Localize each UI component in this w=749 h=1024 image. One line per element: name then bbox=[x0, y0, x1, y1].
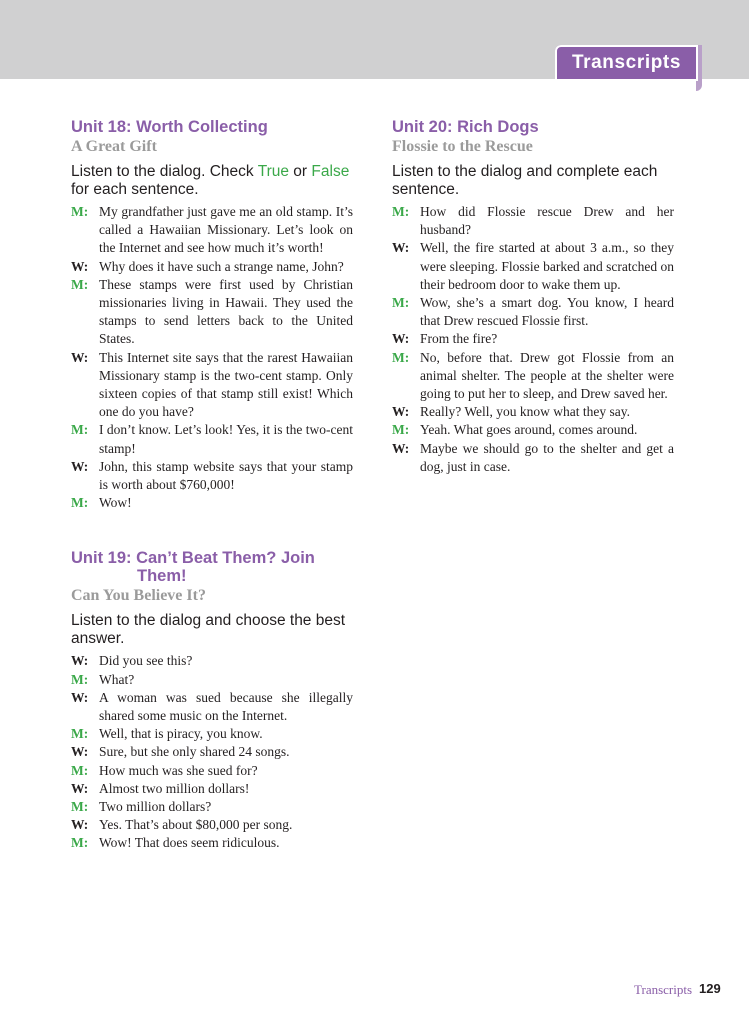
speaker-label: W: bbox=[71, 458, 89, 474]
unit-19-dialog bbox=[71, 652, 353, 852]
title-line: Unit 19: Can’t Beat Them? Join bbox=[71, 549, 315, 568]
page-number: 129 bbox=[699, 981, 721, 996]
dialog-text: This Internet site says that the rarest Hawaiian Missionary stamp is the two-cent stamp. Only sixteen copies of that stamp still exist! Which one do you have? bbox=[99, 349, 353, 420]
dialog-line bbox=[71, 834, 353, 852]
dialog-text: How did Flossie rescue Drew and her husband? bbox=[420, 204, 674, 238]
unit-20-instruction: Listen to the dialog and complete each sentence. bbox=[392, 163, 658, 198]
dialog-line bbox=[392, 349, 674, 404]
dialog-line bbox=[392, 403, 674, 421]
instruction-text: Listen to the dialog. Check bbox=[71, 163, 258, 180]
speaker-label: W: bbox=[392, 331, 410, 347]
speaker-label: M: bbox=[71, 276, 89, 292]
speaker-label: M: bbox=[71, 495, 89, 511]
dialog-line bbox=[71, 798, 353, 816]
dialog-line bbox=[71, 762, 353, 780]
unit-19-subtitle: Can You Believe It? bbox=[71, 587, 206, 605]
dialog-line bbox=[71, 725, 353, 743]
dialog-line bbox=[71, 671, 353, 689]
dialog-text: A woman was sued because she illegally shared some music on the Internet. bbox=[99, 689, 353, 724]
dialog-text: Almost two million dollars! bbox=[99, 780, 250, 796]
dialog-line bbox=[71, 780, 353, 798]
dialog-line bbox=[71, 203, 353, 258]
dialog-line bbox=[392, 294, 674, 330]
unit-19-title bbox=[71, 549, 353, 585]
dialog-text: Sure, but she only shared 24 songs. bbox=[99, 744, 290, 760]
unit-18-instruction bbox=[71, 163, 353, 199]
speaker-label: W: bbox=[71, 780, 89, 796]
right-column bbox=[392, 118, 674, 476]
dialog-text: Wow, she’s a smart dog. You know, I heard that Drew rescued Flossie first. bbox=[420, 295, 674, 329]
dialog-line bbox=[71, 421, 353, 457]
dialog-text: Did you see this? bbox=[99, 653, 193, 669]
dialog-line bbox=[71, 458, 353, 494]
speaker-label: W: bbox=[71, 258, 89, 274]
speaker-label: W: bbox=[71, 744, 89, 760]
speaker-label: M: bbox=[392, 204, 410, 219]
speaker-label: W: bbox=[71, 689, 89, 705]
left-column bbox=[71, 118, 353, 853]
dialog-text: How much was she sued for? bbox=[99, 762, 258, 778]
instruction-text: or bbox=[289, 163, 312, 180]
dialog-text: What? bbox=[99, 671, 135, 687]
unit-18-section bbox=[71, 118, 353, 512]
transcripts-tab-label: Transcripts bbox=[571, 52, 682, 73]
dialog-text: Really? Well, you know what they say. bbox=[420, 404, 630, 420]
dialog-text: Well, that is piracy, you know. bbox=[99, 726, 263, 742]
speaker-label: M: bbox=[71, 422, 89, 438]
dialog-text: Well, the fire started at about 3 a.m., so they were sleeping. Flossie barked and scratched on their bedroom door to wake them up. bbox=[420, 240, 674, 292]
dialog-line bbox=[71, 349, 353, 422]
speaker-label: M: bbox=[71, 835, 89, 851]
dialog-text: Two million dollars? bbox=[99, 799, 212, 815]
speaker-label: M: bbox=[392, 422, 410, 438]
speaker-label: W: bbox=[71, 817, 89, 833]
unit-20-subtitle: Flossie to the Rescue bbox=[392, 138, 533, 155]
speaker-label: M: bbox=[392, 295, 410, 311]
dialog-line bbox=[392, 239, 674, 294]
instruction-false-word: False bbox=[311, 163, 350, 180]
unit-20-dialog bbox=[392, 203, 674, 476]
dialog-text: I don’t know. Let’s look! Yes, it is the two-cent stamp! bbox=[99, 422, 353, 456]
unit-19-instruction: Listen to the dialog and choose the best answer. bbox=[71, 612, 346, 648]
dialog-text: These stamps were first used by Christian missionaries living in Hawaii. They used the stamps to send letters back to the United States. bbox=[99, 276, 353, 347]
dialog-line bbox=[71, 494, 353, 512]
unit-18-title: Unit 18: Worth Collecting bbox=[71, 118, 268, 136]
dialog-text: Yes. That’s about $80,000 per song. bbox=[99, 817, 293, 833]
dialog-text: From the fire? bbox=[420, 331, 498, 347]
speaker-label: W: bbox=[392, 404, 410, 420]
dialog-line bbox=[71, 652, 353, 670]
dialog-line bbox=[392, 330, 674, 348]
dialog-line bbox=[392, 440, 674, 476]
dialog-text: Maybe we should go to the shelter and get a dog, just in case. bbox=[420, 440, 674, 474]
unit-20-section bbox=[392, 118, 674, 476]
dialog-text: Yeah. What goes around, comes around. bbox=[420, 422, 638, 438]
dialog-text: Wow! bbox=[99, 495, 132, 511]
speaker-label: W: bbox=[392, 240, 410, 256]
dialog-text: No, before that. Drew got Flossie from an animal shelter. The people at the shelter were going to put her to sleep, and Drew saved her. bbox=[420, 349, 674, 402]
dialog-line bbox=[71, 276, 353, 349]
dialog-text: Why does it have such a strange name, John? bbox=[99, 258, 344, 274]
footer-section-label: Transcripts bbox=[634, 982, 693, 997]
speaker-label: M: bbox=[71, 726, 89, 742]
speaker-label: M: bbox=[71, 671, 89, 687]
unit-19-section bbox=[71, 549, 353, 852]
speaker-label: M: bbox=[71, 799, 89, 815]
speaker-label: M: bbox=[71, 204, 89, 219]
speaker-label: M: bbox=[392, 349, 410, 365]
instruction-text: for each sentence. bbox=[71, 181, 199, 198]
dialog-line bbox=[71, 743, 353, 761]
speaker-label: W: bbox=[71, 653, 89, 669]
instruction-true-word: True bbox=[257, 163, 289, 180]
dialog-line bbox=[71, 258, 353, 276]
title-line: Them! bbox=[137, 567, 187, 586]
speaker-label: W: bbox=[392, 440, 410, 456]
speaker-label: M: bbox=[71, 762, 89, 778]
unit-20-title: Unit 20: Rich Dogs bbox=[392, 118, 539, 136]
dialog-line bbox=[392, 203, 674, 239]
dialog-text: My grandfather just gave me an old stamp. It’s called a Hawaiian Missionary. Let’s look on the Internet and see how much it’s worth! bbox=[99, 204, 353, 256]
speaker-label: W: bbox=[71, 349, 89, 365]
dialog-line bbox=[71, 816, 353, 834]
unit-18-dialog bbox=[71, 203, 353, 512]
unit-18-subtitle: A Great Gift bbox=[71, 138, 157, 155]
dialog-line bbox=[71, 689, 353, 725]
dialog-text: John, this stamp website says that your stamp is worth about $760,000! bbox=[99, 458, 353, 493]
dialog-line bbox=[392, 421, 674, 439]
dialog-text: Wow! That does seem ridiculous. bbox=[99, 835, 280, 851]
